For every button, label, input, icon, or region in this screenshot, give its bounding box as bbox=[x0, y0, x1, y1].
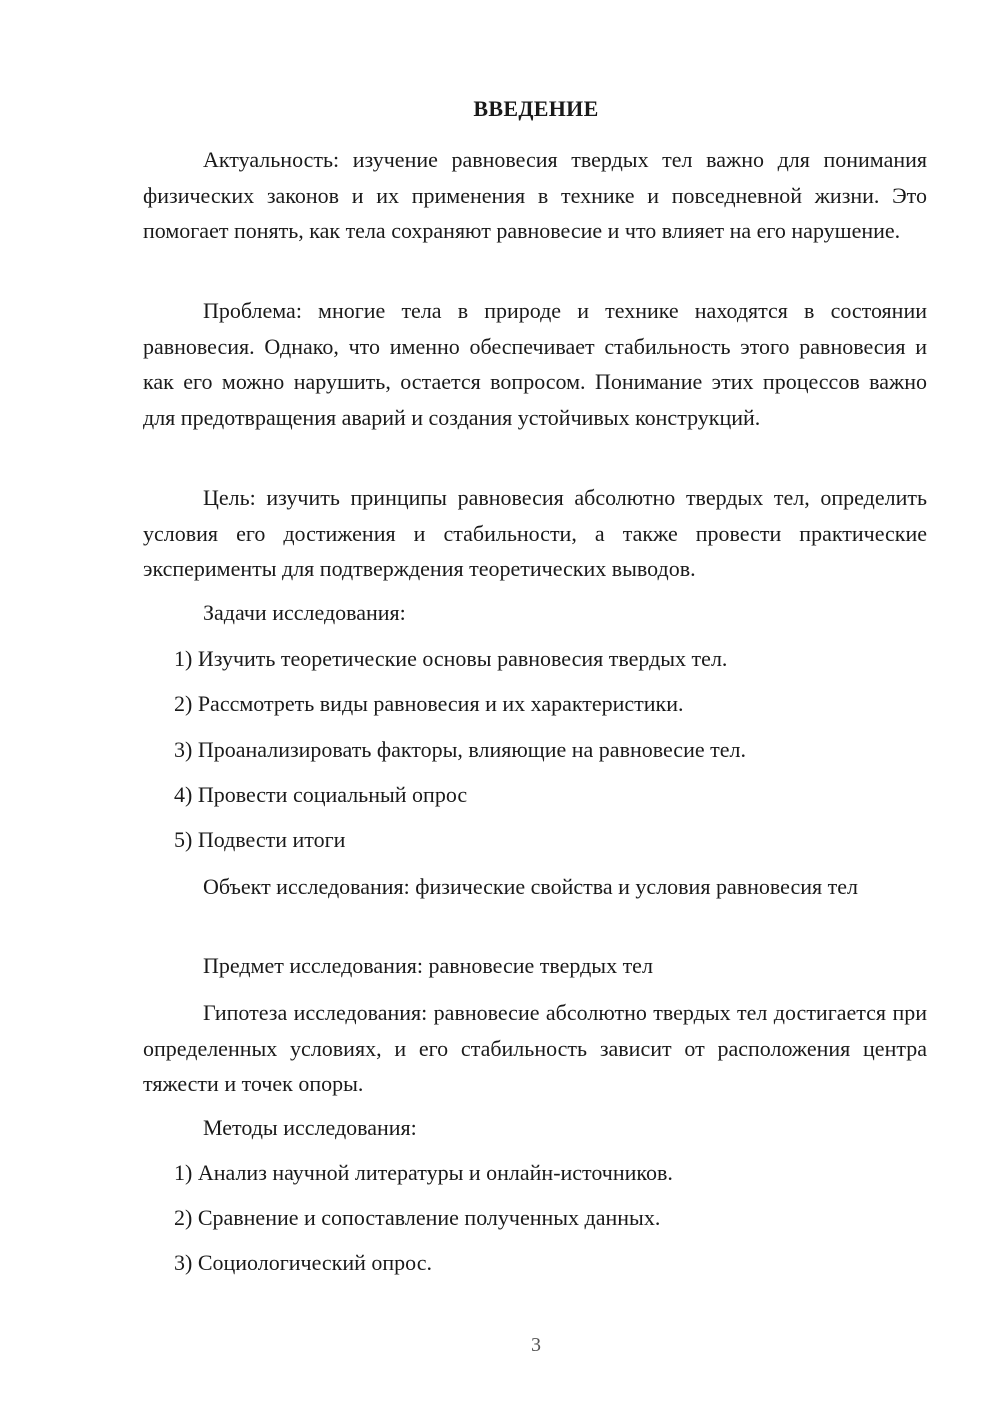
subject-line: Предмет исследования: равновесие твердых тел bbox=[203, 953, 653, 978]
hypothesis-paragraph: Гипотеза исследования: равновесие абсолютно твердых тел достигается при определенных условиях, и его стабильность зависит от расположения центра тяжести и точек опоры. bbox=[143, 1000, 927, 1096]
methods-heading: Методы исследования: bbox=[203, 1115, 417, 1140]
page-title: ВВЕДЕНИЕ bbox=[473, 96, 599, 121]
task-item: 3) Проанализировать факторы, влияющие на равновесие тел. bbox=[174, 737, 746, 762]
method-item: 2) Сравнение и сопоставление полученных данных. bbox=[174, 1205, 661, 1230]
relevance-paragraph: Актуальность: изучение равновесия твердых тел важно для понимания физических законов и их применения в технике и повседневной жизни. Это помогает понять, как тела сохраняют равновесие и что влияет на его нарушение. bbox=[143, 147, 927, 243]
tasks-heading: Задачи исследования: bbox=[203, 600, 406, 625]
page-number: 3 bbox=[531, 1334, 541, 1356]
task-item: 1) Изучить теоретические основы равновесия твердых тел. bbox=[174, 646, 728, 671]
problem-paragraph: Проблема: многие тела в природе и технике находятся в состоянии равновесия. Однако, что именно обеспечивает стабильность этого равновесия и как его можно нарушить, остается вопросом. Понимание этих процессов важно для предотвращения аварий и создания устойчивых конструкций. bbox=[143, 298, 927, 430]
task-item: 4) Провести социальный опрос bbox=[174, 782, 468, 807]
goal-paragraph: Цель: изучить принципы равновесия абсолютно твердых тел, определить условия его достижения и стабильности, а также провести практические эксперименты для подтверждения теоретических выводов. bbox=[143, 485, 927, 581]
object-paragraph: Объект исследования: физические свойства и условия равновесия тел bbox=[203, 874, 858, 899]
task-item: 2) Рассмотреть виды равновесия и их характеристики. bbox=[174, 691, 684, 716]
method-item: 1) Анализ научной литературы и онлайн-источников. bbox=[174, 1160, 673, 1185]
task-item: 5) Подвести итоги bbox=[174, 827, 346, 852]
method-item: 3) Социологический опрос. bbox=[174, 1250, 432, 1275]
